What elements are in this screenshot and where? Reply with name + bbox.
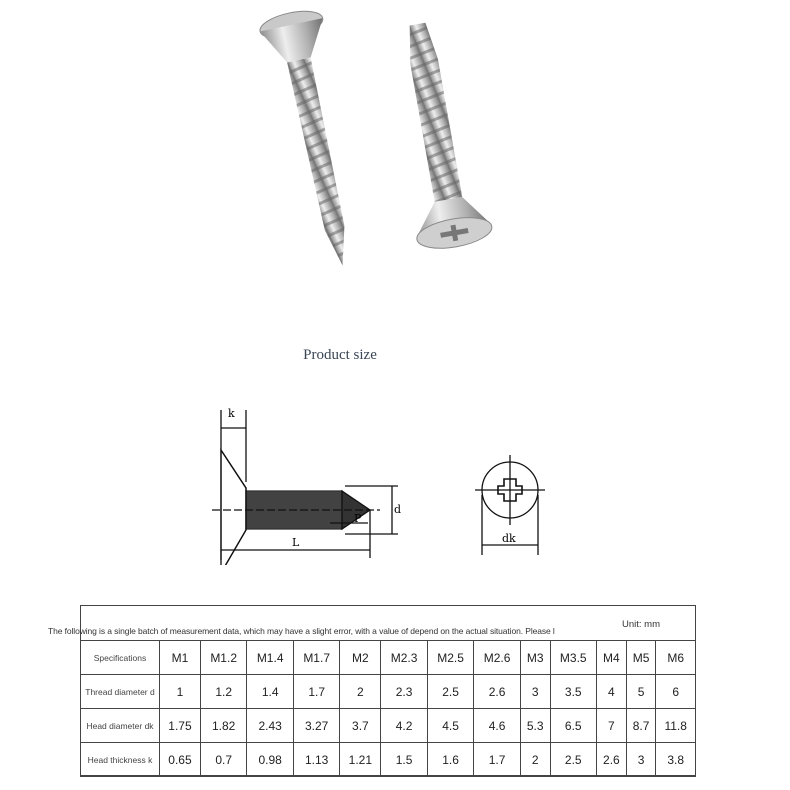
table-cell: 1.82 [200,709,247,743]
table-cell: M1.7 [293,641,340,675]
table-cell: 4 [597,675,627,709]
section-title: Product size [303,347,377,363]
table-cell: 1.6 [427,743,474,777]
row-label: Head thickness k [81,743,160,777]
label-k: k [228,407,235,420]
table-cell: M2.3 [381,641,428,675]
table-cell: M2.6 [474,641,521,675]
table-cell: 3.27 [293,709,340,743]
table-cell: M3 [520,641,550,675]
table-cell: 1.5 [381,743,428,777]
table-cell: 3 [626,743,656,777]
table-cell: 1.7 [474,743,521,777]
table-cell: M3.5 [550,641,597,675]
table-cell: 0.7 [200,743,247,777]
label-d: d [394,503,402,516]
table-row [81,709,696,743]
measurement-note: The following is a single batch of measurement data, which may have a slight error, with a value of depend on the actual situation. Please l [48,626,555,636]
table-cell: 0.98 [247,743,294,777]
table-cell: 2.43 [247,709,294,743]
table-cell: 4.5 [427,709,474,743]
table-cell: 4.2 [381,709,428,743]
table-cell: 1 [160,675,201,709]
table-cell: 3.5 [550,675,597,709]
table-cell: M5 [626,641,656,675]
unit-label: Unit: mm [622,619,660,630]
table-cell: M1 [160,641,201,675]
table-cell: M2 [340,641,381,675]
table-cell: 2.6 [597,743,627,777]
table-cell: 1.2 [200,675,247,709]
label-dk: dk [502,532,516,545]
table-cell: M6 [656,641,696,675]
table-cell: 2 [520,743,550,777]
table-cell: 3.7 [340,709,381,743]
label-L: L [292,536,300,549]
table-cell: 1.7 [293,675,340,709]
table-cell: 2.5 [427,675,474,709]
table-cell: 2.3 [381,675,428,709]
table-cell: 7 [597,709,627,743]
table-cell: M1.4 [247,641,294,675]
table-cell: 11.8 [656,709,696,743]
table-cell: 2.6 [474,675,521,709]
screw-photo [0,0,790,300]
table-cell: 2.5 [550,743,597,777]
table-cell: 3 [520,675,550,709]
table-cell: M1.2 [200,641,247,675]
table-cell: 3.8 [656,743,696,777]
row-label: Specifications [81,641,160,675]
table-cell: 1.75 [160,709,201,743]
table-cell: M4 [597,641,627,675]
table-cell: 5 [626,675,656,709]
table-cell: 1.4 [247,675,294,709]
row-label: Thread diameter d [81,675,160,709]
table-cell: 8.7 [626,709,656,743]
table-row [81,641,696,675]
screw-left [258,6,374,272]
table-cell: 6 [656,675,696,709]
table-cell: 4.6 [474,709,521,743]
screw-dimension-diagram [200,395,560,565]
table-cell: 6.5 [550,709,597,743]
table-cell: 5.3 [520,709,550,743]
table-cell: 0.65 [160,743,201,777]
spec-table [80,640,696,777]
table-row [81,675,696,709]
screw-right [380,18,494,254]
row-label: Head diameter dk [81,709,160,743]
table-cell: M2.5 [427,641,474,675]
table-cell: 2 [340,675,381,709]
label-p: P [354,512,362,525]
table-cell: 1.13 [293,743,340,777]
table-row [81,743,696,777]
table-cell: 1.21 [340,743,381,777]
